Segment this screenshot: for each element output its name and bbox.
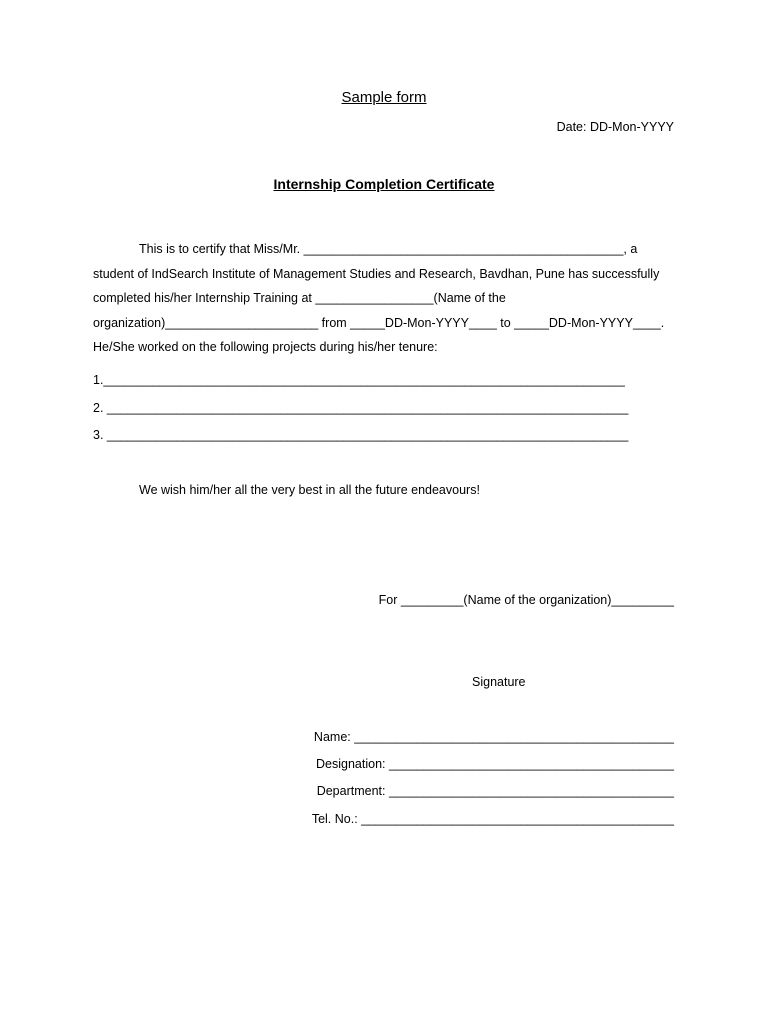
department-field: Department: _________________________________________: [316, 784, 674, 798]
designation-field: Designation: _________________________________________: [316, 757, 674, 771]
certificate-body: [93, 240, 678, 363]
project-line-1: 1.___________________________________________________________________________: [93, 373, 625, 387]
name-field: Name: ______________________________________________: [313, 730, 674, 744]
body-line: This is to certify that Miss/Mr. ______________________________________________, a: [139, 242, 638, 256]
for-organization-line: For _________(Name of the organization)_________: [378, 593, 674, 607]
certificate-title: Internship Completion Certificate: [273, 176, 495, 192]
project-line-2: 2. ___________________________________________________________________________: [93, 401, 629, 415]
signature-label: Signature: [472, 675, 526, 689]
project-line-3: 3. ___________________________________________________________________________: [93, 428, 629, 442]
wish-line: We wish him/her all the very best in all the future endeavours!: [139, 483, 480, 497]
tel-field: Tel. No.: _____________________________________________: [311, 812, 674, 826]
body-line: organization)______________________ from _____DD-Mon-YYYY____ to _____DD-Mon-YYYY____.: [93, 315, 665, 330]
date-line: Date: DD-Mon-YYYY: [556, 120, 674, 134]
body-line: He/She worked on the following projects during his/her tenure:: [93, 340, 438, 355]
sample-form-heading: Sample form: [341, 89, 427, 106]
body-line: completed his/her Internship Training at _________________(Name of the: [93, 291, 506, 306]
body-line: student of IndSearch Institute of Management Studies and Research, Bavdhan, Pune has successfully: [93, 266, 660, 281]
